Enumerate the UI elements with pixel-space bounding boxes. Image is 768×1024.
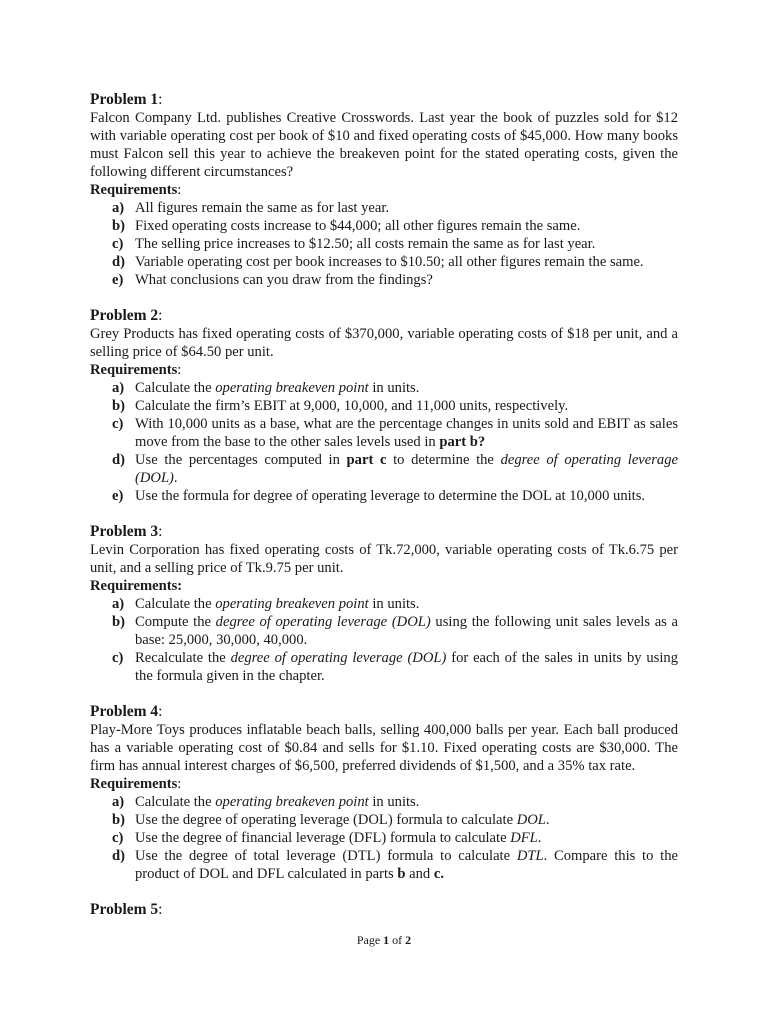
item-text: b <box>397 866 406 882</box>
requirements-label: Requirements <box>90 776 178 792</box>
item-text: . <box>545 812 550 828</box>
item-text: part c <box>346 452 387 468</box>
problem-title: Problem 5: <box>90 901 163 918</box>
problem-block <box>90 702 678 883</box>
item-text: DOL <box>516 812 546 828</box>
item-text: degree of operating leverage (DOL) <box>135 452 679 486</box>
requirements-colon: : <box>177 182 182 198</box>
item-text: The selling price increases to $12.50; all costs remain the same as for last year. <box>135 236 596 252</box>
requirement-item <box>90 793 678 811</box>
item-text: Use the formula for degree of operating leverage to determine the DOL at 10,000 units. <box>135 488 646 504</box>
problem-title-text: Problem 4 <box>90 703 159 720</box>
item-text: in units. <box>368 794 420 810</box>
document-body <box>90 90 678 919</box>
requirements-heading <box>90 775 678 793</box>
item-text: Calculate the <box>135 380 216 396</box>
problem-statement: Grey Products has fixed operating costs of $370,000, variable operating costs of $18 per unit, and a selling price of $64.50 per unit. <box>90 326 678 360</box>
item-text: degree of operating leverage (DOL) <box>230 650 447 666</box>
item-text: What conclusions can you draw from the findings? <box>135 272 433 288</box>
item-text: Calculate the <box>135 794 216 810</box>
requirements-label: Requirements <box>90 362 178 378</box>
problem-title <box>90 90 678 109</box>
requirements-label: Requirements <box>90 182 178 198</box>
item-text: using the following unit sales levels as a base: 25,000, 30,000, 40,000. <box>135 614 679 648</box>
title-colon: : <box>158 703 163 720</box>
item-text: operating breakeven point <box>215 596 369 612</box>
item-marker: e) <box>112 488 124 504</box>
item-text: degree of operating leverage (DOL) <box>215 614 431 630</box>
item-marker: c) <box>112 416 124 432</box>
page-footer: Page 1 of 2 <box>356 933 412 947</box>
requirement-item <box>90 199 678 217</box>
item-text: DFL <box>510 830 538 846</box>
item-marker: c) <box>112 236 124 252</box>
item-text: . <box>537 830 542 846</box>
item-text: All figures remain the same as for last year. <box>135 200 390 216</box>
item-marker: a) <box>112 200 125 216</box>
problem-block <box>90 306 678 505</box>
item-marker: b) <box>112 812 125 828</box>
problem-title <box>90 702 678 721</box>
requirement-item <box>90 451 678 487</box>
requirements-label: Requirements: <box>90 578 183 594</box>
item-text: Variable operating cost per book increases to $10.50; all other figures remain the same. <box>135 254 644 270</box>
problem-statement: Levin Corporation has fixed operating costs of Tk.72,000, variable operating costs of Tk.6.75 per unit, and a selling price of Tk.9.75 per unit. <box>90 542 678 576</box>
item-text: to determine the <box>386 452 501 468</box>
item-marker: c) <box>112 650 124 666</box>
problem-title-text: Problem 1 <box>90 91 159 108</box>
requirement-item <box>90 379 678 397</box>
item-text: c. <box>433 866 444 882</box>
requirement-item <box>90 487 678 505</box>
requirement-item <box>90 829 678 847</box>
item-marker: a) <box>112 596 125 612</box>
requirement-item <box>90 595 678 613</box>
requirements-list <box>90 793 678 883</box>
title-colon: : <box>158 91 163 108</box>
problem-title <box>90 522 678 541</box>
item-marker: b) <box>112 614 125 630</box>
requirements-list <box>90 379 678 505</box>
item-text: and <box>405 866 434 882</box>
item-text: Use the degree of operating leverage (DOL) formula to calculate <box>135 812 517 828</box>
requirement-item <box>90 235 678 253</box>
item-text: operating breakeven point <box>215 794 369 810</box>
item-marker: d) <box>112 254 125 270</box>
item-text: Fixed operating costs increase to $44,000; all other figures remain the same. <box>135 218 581 234</box>
item-marker: a) <box>112 380 125 396</box>
requirement-item <box>90 811 678 829</box>
problem-block <box>90 90 678 289</box>
requirements-colon: : <box>177 362 182 378</box>
item-text: operating breakeven point <box>215 380 369 396</box>
requirement-item <box>90 649 678 685</box>
requirements-heading <box>90 361 678 379</box>
item-marker: d) <box>112 848 125 864</box>
problem-title-text: Problem 3 <box>90 523 159 540</box>
item-text: Recalculate the <box>135 650 231 666</box>
problem-block <box>90 522 678 685</box>
requirement-item <box>90 217 678 235</box>
item-text: . <box>173 470 178 486</box>
requirement-item <box>90 415 678 451</box>
requirement-item <box>90 271 678 289</box>
item-marker: c) <box>112 830 124 846</box>
item-marker: b) <box>112 218 125 234</box>
item-text: in units. <box>368 380 420 396</box>
item-text: Calculate the firm’s EBIT at 9,000, 10,000, and 11,000 units, respectively. <box>135 398 569 414</box>
item-marker: e) <box>112 272 124 288</box>
item-text: Calculate the <box>135 596 216 612</box>
item-text: Use the percentages computed in <box>135 452 347 468</box>
problem-title <box>90 306 678 325</box>
item-text: Compute the <box>135 614 216 630</box>
requirements-list <box>90 595 678 685</box>
title-colon: : <box>158 307 163 324</box>
requirements-list <box>90 199 678 289</box>
item-marker: a) <box>112 794 125 810</box>
item-text: . Compare this to the product of DOL and DFL calculated in parts <box>135 848 678 882</box>
item-text: for each of the sales in units by using the formula given in the chapter. <box>135 650 679 684</box>
problem-statement: Play-More Toys produces inflatable beach balls, selling 400,000 balls per year. Each ball produced has a variable operating cost of $0.84 and sells for $1.10. Fixed operating costs are $30,000. The firm has annual interest charges of $6,500, preferred dividends of $1,500, and a 35% tax rate. <box>90 722 678 774</box>
item-text: DTL <box>516 848 544 864</box>
requirement-item <box>90 397 678 415</box>
item-text: part b? <box>439 434 486 450</box>
item-text: With 10,000 units as a base, what are the percentage changes in units sold and EBIT as sales move from the base to the other sales levels used in <box>135 416 678 450</box>
requirements-heading <box>90 577 678 595</box>
title-colon: : <box>158 523 163 540</box>
requirement-item <box>90 253 678 271</box>
item-text: Use the degree of financial leverage (DFL) formula to calculate <box>135 830 511 846</box>
problem-list <box>90 90 678 883</box>
requirement-item <box>90 613 678 649</box>
item-text: in units. <box>368 596 420 612</box>
problem-title-text: Problem 2 <box>90 307 159 324</box>
item-marker: d) <box>112 452 125 468</box>
requirements-colon: : <box>177 776 182 792</box>
requirement-item <box>90 847 678 883</box>
requirements-heading <box>90 181 678 199</box>
problem-statement: Falcon Company Ltd. publishes Creative Crosswords. Last year the book of puzzles sold for $12 with variable operating cost per book of $10 and fixed operating costs of $45,000. How many books must Falcon sell this year to achieve the breakeven point for the stated operating costs, given the following different circumstances? <box>90 110 678 180</box>
item-marker: b) <box>112 398 125 414</box>
item-text: Use the degree of total leverage (DTL) formula to calculate <box>135 848 517 864</box>
